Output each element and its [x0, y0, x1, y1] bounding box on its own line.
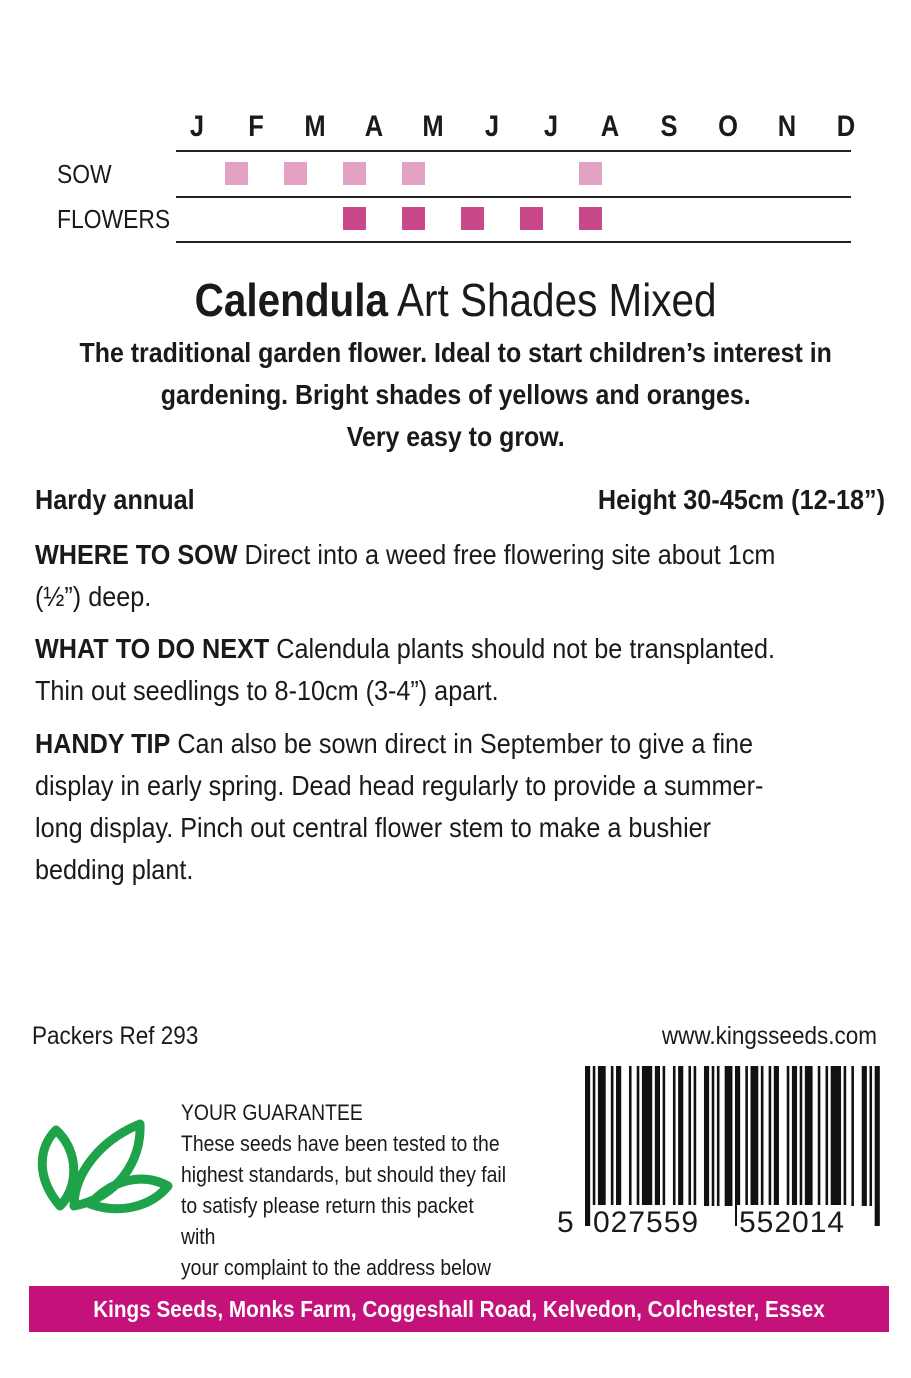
month-label: M	[304, 110, 326, 143]
sow-month-mark	[343, 162, 366, 185]
month-label: A	[364, 110, 384, 143]
flowers-row-label: FLOWERS	[57, 204, 171, 234]
where-to-sow	[35, 534, 800, 618]
barcode-bar	[637, 1066, 640, 1206]
barcode-bar	[751, 1066, 759, 1206]
barcode-bar	[663, 1066, 666, 1206]
handy-tip	[35, 723, 800, 891]
description-line: The traditional garden flower. Ideal to start children’s interest in	[79, 337, 832, 368]
month-label: F	[248, 110, 264, 143]
month-label: O	[718, 110, 738, 143]
barcode-left-group: 027559	[593, 1206, 700, 1239]
address-footer	[29, 1286, 889, 1368]
flowers-month-mark	[579, 207, 602, 230]
barcode-bar	[792, 1066, 797, 1206]
barcode-bar	[616, 1066, 621, 1206]
instruction-text: Direct into a weed free flowering site about 1cm	[237, 539, 776, 570]
barcode-bar	[688, 1066, 691, 1206]
footer-address: Kings Seeds, Monks Farm, Coggeshall Road, Kelvedon, Colchester, Essex CO5 9PG	[93, 1296, 825, 1368]
product-description	[0, 332, 911, 458]
sow-row-label: SOW	[57, 159, 112, 189]
description-line: Very easy to grow.	[346, 421, 565, 452]
barcode-bar	[805, 1066, 813, 1206]
barcode-bar	[585, 1066, 590, 1226]
instruction-text: Can also be sown direct in September to give a fine	[170, 728, 754, 759]
month-label: S	[660, 110, 678, 143]
barcode-bar	[745, 1066, 748, 1206]
barcode-bar	[869, 1066, 872, 1206]
month-label: N	[777, 110, 797, 143]
instruction-text: long display. Pinch out central flower stem to make a bushier	[35, 812, 712, 843]
calendar-rule-bottom	[176, 241, 851, 243]
product-name-bold: Calendula	[194, 274, 388, 326]
barcode-icon	[585, 1066, 885, 1226]
barcode-bar	[598, 1066, 606, 1206]
product-name-rest: Art Shades Mixed	[387, 274, 717, 326]
barcode-bar	[704, 1066, 709, 1206]
barcode-bar	[844, 1066, 847, 1206]
barcode-bar	[800, 1066, 803, 1206]
barcode-bar	[673, 1066, 676, 1206]
description-line: gardening. Bright shades of yellows and oranges.	[160, 379, 751, 410]
product-title	[0, 272, 911, 328]
where-to-sow-heading: WHERE TO SOW	[35, 539, 238, 570]
leaf-logo-icon	[34, 1118, 174, 1218]
instruction-text: (½”) deep.	[35, 581, 152, 612]
barcode-bar	[642, 1066, 652, 1206]
calendar-rule-middle	[176, 196, 851, 198]
barcode-bar	[593, 1066, 596, 1226]
barcode-bar	[725, 1066, 733, 1206]
website-link[interactable]: www.kingsseeds.com	[661, 1022, 877, 1050]
barcode-bar	[655, 1066, 660, 1206]
month-label: M	[422, 110, 444, 143]
guarantee-line: your complaint to the address below	[181, 1255, 491, 1280]
guarantee-line: highest standards, but should they fail	[181, 1162, 507, 1187]
barcode-bar	[875, 1066, 880, 1226]
barcode-first-digit: 5	[557, 1206, 575, 1239]
sow-month-mark	[402, 162, 425, 185]
barcode-bar	[831, 1066, 841, 1206]
flowers-month-mark	[402, 207, 425, 230]
handy-tip-heading: HANDY TIP	[35, 728, 171, 759]
guarantee-line: to satisfy please return this packet with	[181, 1193, 474, 1249]
month-label: J	[189, 110, 205, 143]
barcode-bar	[694, 1066, 697, 1206]
sowing-calendar	[0, 0, 911, 260]
barcode-bar	[851, 1066, 854, 1206]
sow-month-mark	[579, 162, 602, 185]
instruction-text: Thin out seedlings to 8-10cm (3-4”) apart.	[35, 675, 499, 706]
flowers-month-mark	[461, 207, 484, 230]
barcode-bar	[774, 1066, 779, 1206]
instruction-text: display in early spring. Dead head regularly to provide a summer-	[35, 770, 764, 801]
what-to-do-next	[35, 628, 800, 712]
guarantee-block	[181, 1097, 507, 1283]
barcode-bar	[818, 1066, 821, 1206]
barcode-bar	[717, 1066, 720, 1206]
instruction-text: bedding plant.	[35, 854, 194, 885]
barcode-bar	[629, 1066, 632, 1206]
month-label: A	[600, 110, 620, 143]
plant-height: Height 30-45cm (12-18”)	[597, 484, 885, 515]
guarantee-heading: YOUR GUARANTEE	[181, 1100, 363, 1125]
what-to-do-next-heading: WHAT TO DO NEXT	[35, 633, 270, 664]
barcode-bar	[611, 1066, 614, 1206]
barcode-bar	[678, 1066, 683, 1206]
flowers-month-mark	[343, 207, 366, 230]
barcode-bar	[735, 1066, 740, 1226]
sow-month-mark	[225, 162, 248, 185]
barcode-bar	[712, 1066, 715, 1206]
plant-type: Hardy annual	[35, 484, 195, 515]
barcode-right-group: 552014	[739, 1206, 846, 1239]
month-label: J	[484, 110, 500, 143]
barcode-bar	[769, 1066, 772, 1206]
flowers-month-mark	[520, 207, 543, 230]
barcode-bar	[761, 1066, 764, 1206]
guarantee-line: These seeds have been tested to the	[181, 1131, 500, 1156]
barcode-bar	[787, 1066, 790, 1206]
calendar-rule-top	[176, 150, 851, 152]
instruction-text: Calendula plants should not be transplanted.	[269, 633, 776, 664]
month-label: D	[836, 110, 856, 143]
packers-ref: Packers Ref 293	[32, 1022, 199, 1050]
month-label: J	[543, 110, 559, 143]
barcode-bar	[826, 1066, 829, 1206]
sow-month-mark	[284, 162, 307, 185]
barcode-bar	[862, 1066, 867, 1206]
